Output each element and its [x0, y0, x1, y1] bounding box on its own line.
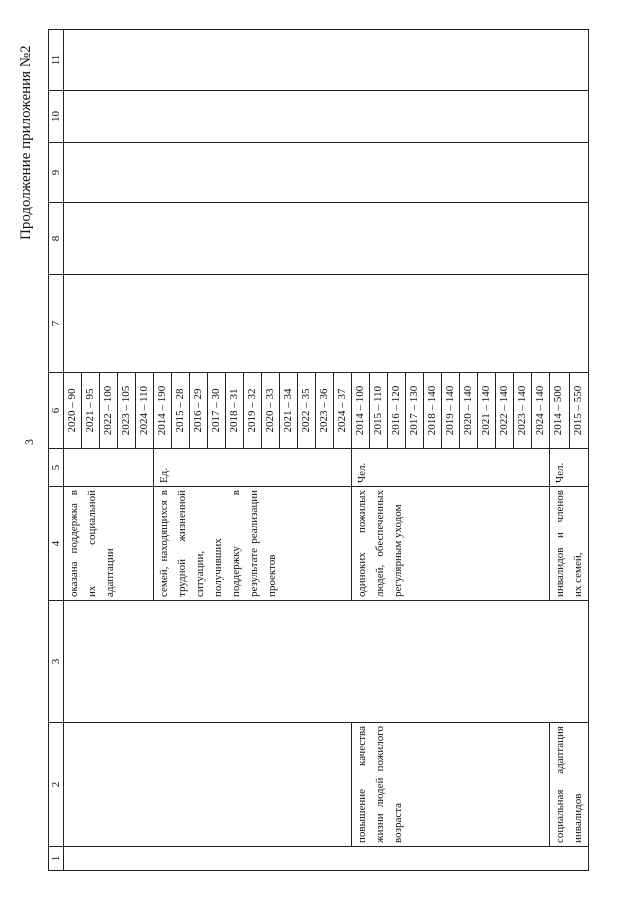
- cell-col10: [64, 91, 589, 143]
- year-value: 2020 – 140: [460, 373, 478, 449]
- year-value: 2017 – 130: [406, 373, 424, 449]
- unit-cell: Чел.: [352, 449, 550, 487]
- year-value: 2023 – 105: [118, 373, 136, 449]
- indicators-table: [48, 29, 589, 871]
- unit-cell: Чел.: [550, 449, 589, 487]
- page-number: 3: [22, 439, 36, 445]
- table-row: [64, 30, 82, 871]
- year-value: 2022 – 35: [298, 373, 316, 449]
- year-value: 2014 – 100: [352, 373, 370, 449]
- year-value: 2020 – 90: [64, 373, 82, 449]
- col-number-9: 9: [49, 143, 64, 203]
- year-value: 2023 – 36: [316, 373, 334, 449]
- cell-col11: [64, 30, 589, 91]
- cell-col1: [64, 847, 589, 871]
- col-number-1: 1: [49, 847, 64, 871]
- year-value: 2021 – 140: [478, 373, 496, 449]
- year-value: 2018 – 140: [424, 373, 442, 449]
- col-number-11: 11: [49, 30, 64, 91]
- unit-cell: [64, 449, 154, 487]
- year-value: 2014 – 500: [550, 373, 570, 449]
- col-number-2: 2: [49, 723, 64, 847]
- year-value: 2024 – 110: [136, 373, 154, 449]
- col-number-10: 10: [49, 91, 64, 143]
- col-number-4: 4: [49, 487, 64, 601]
- year-value: 2018 – 31: [226, 373, 244, 449]
- year-value: 2015 – 110: [370, 373, 388, 449]
- cell-col3: [64, 601, 589, 723]
- year-value: 2016 – 29: [190, 373, 208, 449]
- col-number-7: 7: [49, 275, 64, 373]
- year-value: 2021 – 34: [280, 373, 298, 449]
- appendix-header: Продолжение приложения №2: [18, 45, 34, 240]
- year-value: 2024 – 37: [334, 373, 352, 449]
- year-value: 2020 – 33: [262, 373, 280, 449]
- year-value: 2022 – 100: [100, 373, 118, 449]
- col-number-5: 5: [49, 449, 64, 487]
- year-value: 2014 – 190: [154, 373, 172, 449]
- year-value: 2022 – 140: [496, 373, 514, 449]
- cell-col8: [64, 203, 589, 275]
- cell-col9: [64, 143, 589, 203]
- indicator-text: оказана поддержка в их социальной адаптации: [64, 487, 154, 601]
- year-value: 2021 – 95: [82, 373, 100, 449]
- year-value: 2017 – 30: [208, 373, 226, 449]
- col-number-8: 8: [49, 203, 64, 275]
- year-value: 2023 – 140: [514, 373, 532, 449]
- col-number-6: 6: [49, 373, 64, 449]
- unit-cell: Ед.: [154, 449, 352, 487]
- column-number-row: [49, 30, 64, 871]
- indicator-text: семей, находящихся в трудной жизненной ситуации, получивших поддержку в результате реализации проектов: [154, 487, 352, 601]
- cell-task-empty: [64, 723, 352, 847]
- col-number-3: 3: [49, 601, 64, 723]
- rotated-table-wrapper: [48, 30, 610, 871]
- year-value: 2016 – 120: [388, 373, 406, 449]
- indicator-text: одиноких пожилых людей, обеспеченных регулярным уходом: [352, 487, 550, 601]
- year-value: 2024 – 140: [532, 373, 550, 449]
- year-value: 2015 – 28: [172, 373, 190, 449]
- task-text: социальная адаптация инвалидов: [550, 723, 589, 847]
- indicator-text: инвалидов и членов их семей,: [550, 487, 589, 601]
- year-value: 2019 – 140: [442, 373, 460, 449]
- cell-col7: [64, 275, 589, 373]
- year-value: 2019 – 32: [244, 373, 262, 449]
- year-value: 2015 – 550: [569, 373, 589, 449]
- task-text: повышение качества жизни людей пожилого возраста: [352, 723, 550, 847]
